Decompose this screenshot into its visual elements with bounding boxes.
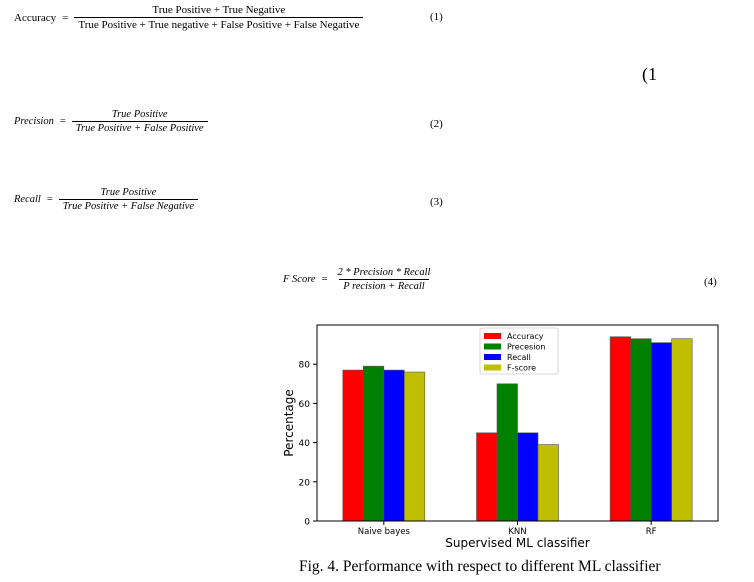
bar-precesion-naive-bayes [363,366,384,521]
legend-label: Precesion [507,342,546,352]
bar-f-score-naive-bayes [404,372,425,521]
bar-chart [280,318,730,554]
x-tick-label: RF [645,527,657,537]
bar-accuracy-knn [477,433,498,521]
fraction-numerator: 2 * Precision * Recall [337,267,431,278]
legend-swatch-recall [484,354,501,360]
equation-number: (3) [430,196,443,208]
y-axis-label: Percentage [282,389,296,457]
fraction-denominator: True Positive + False Positive [72,121,208,134]
y-tick-label: 40 [298,439,310,450]
legend-label: Accuracy [507,332,544,341]
bar-recall-naive-bayes [384,370,405,521]
bar-accuracy-naive-bayes [343,370,363,521]
y-tick-label: 80 [298,360,310,371]
fraction-denominator: P recision + Recall [339,279,428,292]
y-tick-label: 0 [304,517,310,528]
equation-accuracy [14,4,363,31]
equation-number: (2) [430,118,443,130]
equation-number: (1) [430,11,443,23]
fraction-numerator: True Positive [111,109,168,120]
equation-lhs: Recall [14,194,41,205]
bar-f-score-rf [672,339,693,521]
fraction-numerator: True Positive [100,187,157,198]
figure-caption: Fig. 4. Performance with respect to different ML classifier [299,558,661,575]
equation-precision [14,109,208,134]
equation-number: (4) [704,276,717,288]
fraction [59,187,198,212]
equals-sign: = [62,11,69,24]
fraction [333,267,434,292]
bar-f-score-knn [538,445,559,521]
legend-swatch-precesion [484,344,501,350]
bar-precesion-knn [497,384,518,521]
stray-equation-mark: (1 [642,64,657,84]
equals-sign: = [59,116,66,127]
equals-sign: = [321,274,328,285]
y-tick-label: 60 [298,399,310,410]
bar-recall-knn [518,433,539,521]
equation-fscore [283,267,434,292]
bar-recall-rf [651,343,672,521]
fraction [72,109,208,134]
equation-lhs: Precision [14,116,54,127]
y-tick-label: 20 [298,478,310,489]
fraction-denominator: True Positive + False Negative [59,199,198,212]
equals-sign: = [46,194,53,205]
x-tick-label: Naive bayes [357,527,410,537]
fraction-numerator: True Positive + True Negative [152,4,286,16]
x-axis-label: Supervised ML classifier [445,536,590,550]
legend-label: Recall [507,353,531,362]
legend-label: F-score [507,363,536,373]
equation-recall [14,187,198,212]
legend-swatch-accuracy [484,333,501,339]
fraction-denominator: True Positive + True negative + False Positive + False Negative [74,17,363,31]
equation-lhs: F Score [283,274,316,285]
fraction [74,4,363,31]
legend-swatch-f-score [484,365,501,371]
bar-accuracy-rf [610,337,631,521]
x-tick-label: KNN [508,527,527,537]
equation-lhs: Accuracy [14,11,57,24]
bar-precesion-rf [631,339,652,521]
